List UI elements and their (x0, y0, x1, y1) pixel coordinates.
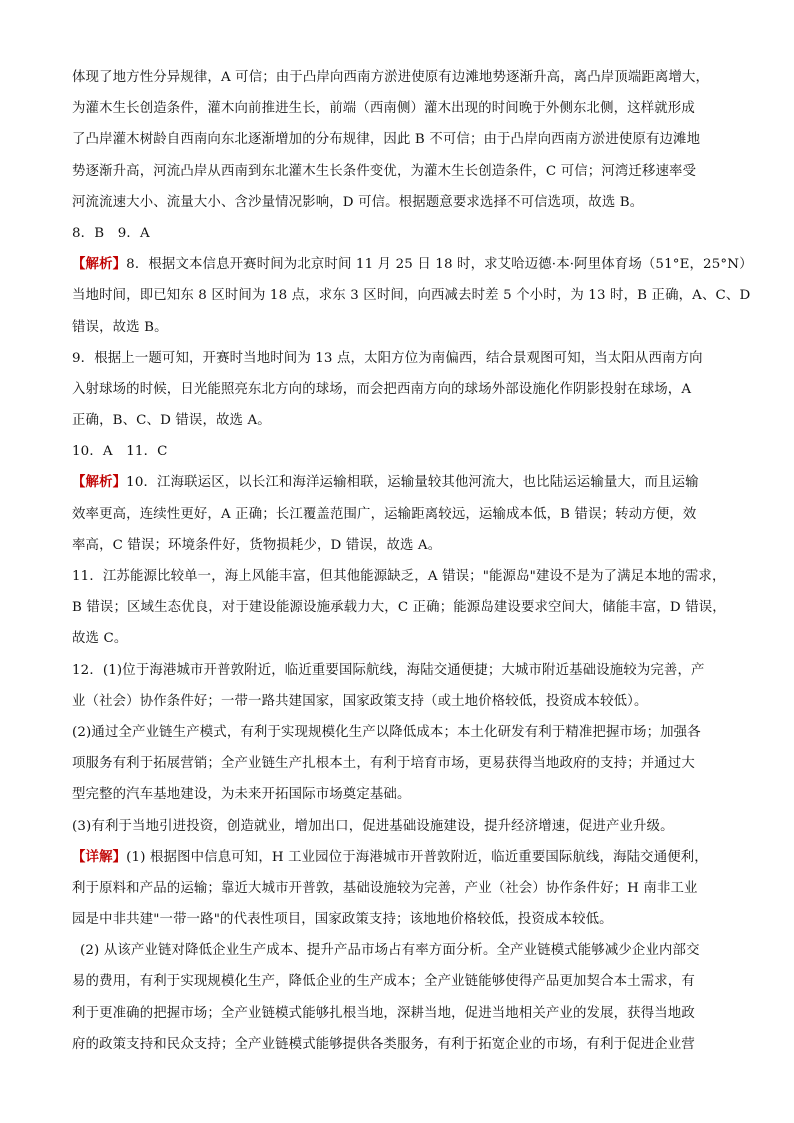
line-text: 业（社会）协作条件好；一带一路共建国家，国家政策支持（或土地价格较低，投资成本较低）。 (72, 693, 648, 709)
text-line (72, 156, 732, 187)
text-line (72, 779, 732, 810)
text-line (72, 436, 732, 467)
section-tag: 【解析】 (72, 475, 127, 491)
line-text: 8．根据文本信息开赛时间为北京时间 11 月 25 日 18 时，求艾哈迈德·本·阿里体育场（51°E，25°N） (126, 257, 753, 273)
text-line (72, 467, 732, 498)
text-line (72, 966, 732, 997)
text-line (72, 561, 732, 592)
text-line (72, 530, 732, 561)
line-text: 易的费用，有利于实现规模化生产，降低企业的生产成本；全产业链能够使得产品更加契合本土需求，有 (72, 974, 695, 990)
line-text: 9．根据上一题可知，开赛时当地时间为 13 点，太阳方位为南偏西，结合景观图可知，当太阳从西南方向 (72, 350, 703, 366)
line-text: 型完整的汽车基地建设，为未来开拓国际市场奠定基础。 (72, 787, 411, 803)
text-line (72, 343, 732, 374)
line-text: 利于原料和产品的运输；靠近大城市开普敦，基础设施较为完善，产业（社会）协作条件好；H 南非工业 (72, 880, 698, 896)
line-text: 8．B 9．A (72, 225, 150, 241)
text-line (72, 842, 732, 873)
line-text: 效率更高，连续性更好，A 正确；长江覆盖范围广，运输距离较远，运输成本低，B 错误；转动方便，效 (72, 506, 697, 522)
text-line (72, 717, 732, 748)
line-text: (2)通过全产业链生产模式，有利于实现规模化生产以降低成本；本土化研发有利于精准把握市场；加强各 (72, 724, 701, 740)
line-text: 率高，C 错误；环境条件好，货物损耗少，D 错误，故选 A。 (72, 537, 442, 553)
line-text: 项服务有利于拓展营销；全产业链生产扎根本土，有利于培育市场，更易获得当地政府的支持；并通过大 (72, 756, 695, 772)
line-text: 当地时间，即已知东 8 区时间为 18 点，求东 3 区时间，向西减去时差 5 个小时，为 13 时，B 正确，A、C、D (72, 288, 751, 304)
line-text: 园是中非共建"一带一路"的代表性项目，国家政策支持；该地地价格较低，投资成本较低。 (72, 912, 613, 928)
line-text: 12．(1)位于海港城市开普敦附近，临近重要国际航线，海陆交通便捷；大城市附近基础设施较为完善，产 (72, 662, 705, 678)
text-line (72, 904, 732, 935)
text-line (72, 592, 732, 623)
text-line (72, 312, 732, 343)
text-line (72, 748, 732, 779)
line-text: (2) 从该产业链对降低企业生产成本、提升产品市场占有率方面分析。全产业链模式能够减少企业内部交 (80, 943, 700, 959)
line-text: 府的政策支持和民众支持；全产业链模式能够提供各类服务，有利于拓宽企业的市场，有利于促进企业营 (72, 1036, 695, 1052)
line-text: 错误，故选 B。 (72, 319, 168, 335)
line-text: 11．江苏能源比较单一，海上风能丰富，但其他能源缺乏，A 错误；"能源岛"建设不是为了满足本地的需求， (72, 569, 726, 584)
text-line (72, 93, 732, 124)
text-line (72, 374, 732, 405)
text-line (72, 218, 732, 249)
section-tag: 【详解】 (72, 849, 127, 865)
text-line (72, 873, 732, 904)
text-line (72, 1029, 732, 1060)
answer-text-body (72, 62, 753, 1060)
line-text: 势逐渐升高，河流凸岸从西南到东北灌木生长条件变优，为灌木生长创造条件，C 可信；河湾迁移速率受 (72, 163, 697, 179)
line-text: 河流流速大小、流量大小、含沙量情况影响，D 可信。根据题意要求选择不可信选项，故选 B。 (72, 194, 644, 210)
line-text: 体现了地方性分异规律，A 可信；由于凸岸向西南方淤进使原有边滩地势逐渐升高，离凸岸顶端距离增大， (72, 70, 710, 85)
text-line (72, 811, 732, 842)
text-line (72, 623, 732, 654)
text-line (72, 655, 732, 686)
line-text: B 错误；区域生态优良，对于建设能源设施承载力大，C 正确；能源岛建设要求空间大，储能丰富，D 错误， (72, 600, 726, 616)
line-text: 正确，B、C、D 错误，故选 A。 (72, 413, 271, 429)
line-text: 10．A 11．C (72, 444, 168, 460)
text-line (72, 62, 732, 93)
line-text: 入射球场的时候，日光能照亮东北方向的球场，而会把西南方向的球场外部设施化作阴影投射在球场，A (72, 381, 692, 397)
text-line (72, 499, 732, 530)
text-line (72, 249, 753, 280)
line-text: 为灌木生长创造条件，灌木向前推进生长，前端（西南侧）灌木出现的时间晚于外侧东北侧，这样就形成 (72, 101, 695, 117)
text-line (72, 686, 732, 717)
text-line (72, 187, 732, 218)
text-line (72, 405, 732, 436)
line-text: (3)有利于当地引进投资，创造就业，增加出口，促进基础设施建设，提升经济增速，促进产业升级。 (72, 818, 674, 834)
text-line (72, 998, 732, 1029)
line-text: (1) 根据图中信息可知，H 工业园位于海港城市开普敦附近，临近重要国际航线，海陆交通便利， (126, 849, 708, 865)
text-line (72, 280, 751, 311)
text-line (72, 935, 732, 966)
line-text: 了凸岸灌木树龄自西南向东北逐渐增加的分布规律，因此 B 不可信；由于凸岸向西南方淤进使原有边滩地 (72, 132, 701, 148)
line-text: 10．江海联运区，以长江和海洋运输相联，运输量较其他河流大，也比陆运运输量大，而且运输 (126, 475, 699, 491)
section-tag: 【解析】 (72, 257, 127, 273)
text-line (72, 124, 732, 155)
line-text: 故选 C。 (72, 631, 128, 647)
line-text: 利于更准确的把握市场；全产业链模式能够扎根当地，深耕当地，促进当地相关产业的发展，获得当地政 (72, 1005, 695, 1021)
